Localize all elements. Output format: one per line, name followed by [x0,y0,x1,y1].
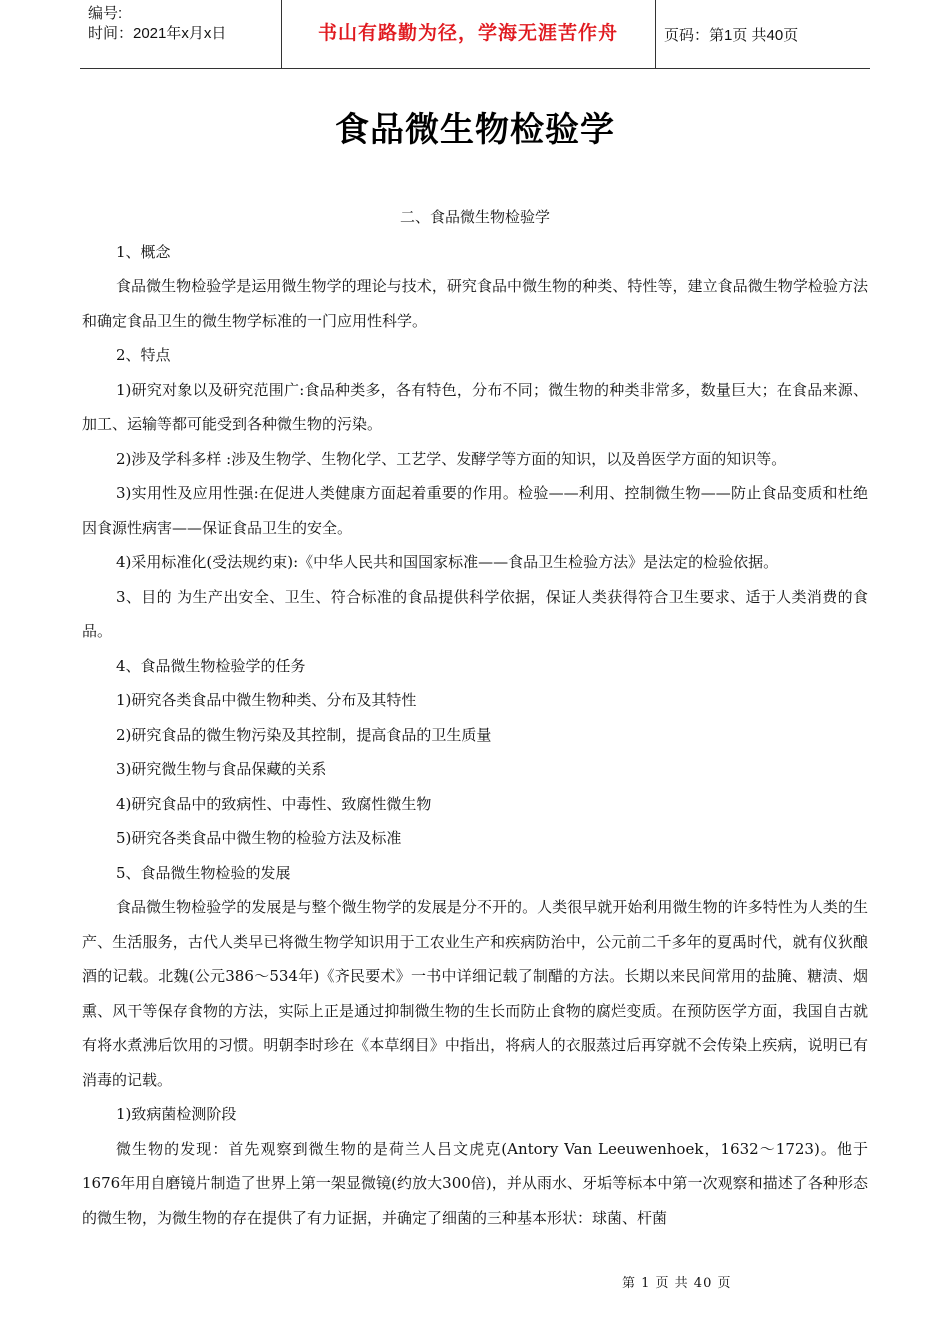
paragraph: 微生物的发现：首先观察到微生物的是荷兰人吕文虎克(Antory Van Leeuwenhoek，1632～1723)。他于1676年用自磨镜片制造了世界上第一架显微镜(约放大300倍)，并从雨水、牙垢等标本中第一次观察和描述了各种形态的微生物，为微生物的存在提供了有力证据，并确定了细菌的三种基本形状：球菌、杆菌 [82,1139,868,1227]
time-label: 时间：2021年x月x日 [88,25,227,42]
number-label: 编号: [88,5,123,22]
paragraph: 5、食品微生物检验的发展 [116,863,291,882]
paragraph: 2、特点 [116,346,171,364]
page-header [80,0,870,69]
paragraph: 食品微生物检验学是运用微生物学的理论与技术，研究食品中微生物的种类、特性等，建立食品微生物学检验方法和确定食品卫生的微生物学标准的一门应用性科学。 [82,277,868,330]
paragraph: 2)涉及学科多样 :涉及生物学、生物化学、工艺学、发酵学等方面的知识，以及兽医学方面的知识等。 [116,449,787,468]
header-divider [655,0,656,68]
paragraph: 1)致病菌检测阶段 [116,1105,237,1123]
paragraph: 2)研究食品的微生物污染及其控制，提高食品的卫生质量 [116,725,492,744]
header-page-label: 页码：第1页 共40页 [664,27,799,44]
header-motto: 书山有路勤为径，学海无涯苦作舟 [317,22,618,44]
paragraph: 5)研究各类食品中微生物的检验方法及标准 [116,829,402,847]
paragraph: 3)研究微生物与食品保藏的关系 [116,760,327,778]
document-body [82,200,868,1235]
page-footer: 第 1 页 共 40 页 [622,1276,732,1291]
paragraph: 1、概念 [116,242,171,261]
paragraph: 4)采用标准化(受法规约束):《中华人民共和国国家标准——食品卫生检验方法》是法定的检验依据。 [116,553,779,571]
document-title: 食品微生物检验学 [335,110,615,150]
paragraph: 4)研究食品中的致病性、中毒性、致腐性微生物 [116,794,432,813]
paragraph: 1)研究对象以及研究范围广:食品种类多，各有特色，分布不同；微生物的种类非常多，数量巨大；在食品来源、加工、运输等都可能受到各种微生物的污染。 [82,380,868,433]
paragraph: 4、食品微生物检验学的任务 [116,656,306,675]
header-meta [88,4,226,44]
paragraph: 食品微生物检验学的发展是与整个微生物学的发展是分不开的。人类很早就开始利用微生物的许多特性为人类的生产、生活服务，古代人类早已将微生物学知识用于工农业生产和疾病防治中，公元前二千多年的夏禹时代，就有仪狄酿酒的记载。北魏(公元386～534年)《齐民要术》一书中详细记载了制醋的方法。长期以来民间常用的盐腌、糖渍、烟熏、风干等保存食物的方法，实际上正是通过抑制微生物的生长而防止食物的腐烂变质。在预防医学方面，我国自古就有将水煮沸后饮用的习惯。明朝李时珍在《本草纲目》中指出，将病人的衣服蒸过后再穿就不会传染上疾病，说明已有消毒的记载。 [82,898,868,1089]
paragraph: 3)实用性及应用性强:在促进人类健康方面起着重要的作用。检验——利用、控制微生物——防止食品变质和杜绝因食源性病害——保证食品卫生的安全。 [82,484,868,537]
paragraph: 1)研究各类食品中微生物种类、分布及其特性 [116,691,417,709]
section-heading: 二、食品微生物检验学 [399,208,550,226]
paragraph: 3、目的 为生产出安全、卫生、符合标准的食品提供科学依据，保证人类获得符合卫生要求、适于人类消费的食品。 [82,587,868,640]
